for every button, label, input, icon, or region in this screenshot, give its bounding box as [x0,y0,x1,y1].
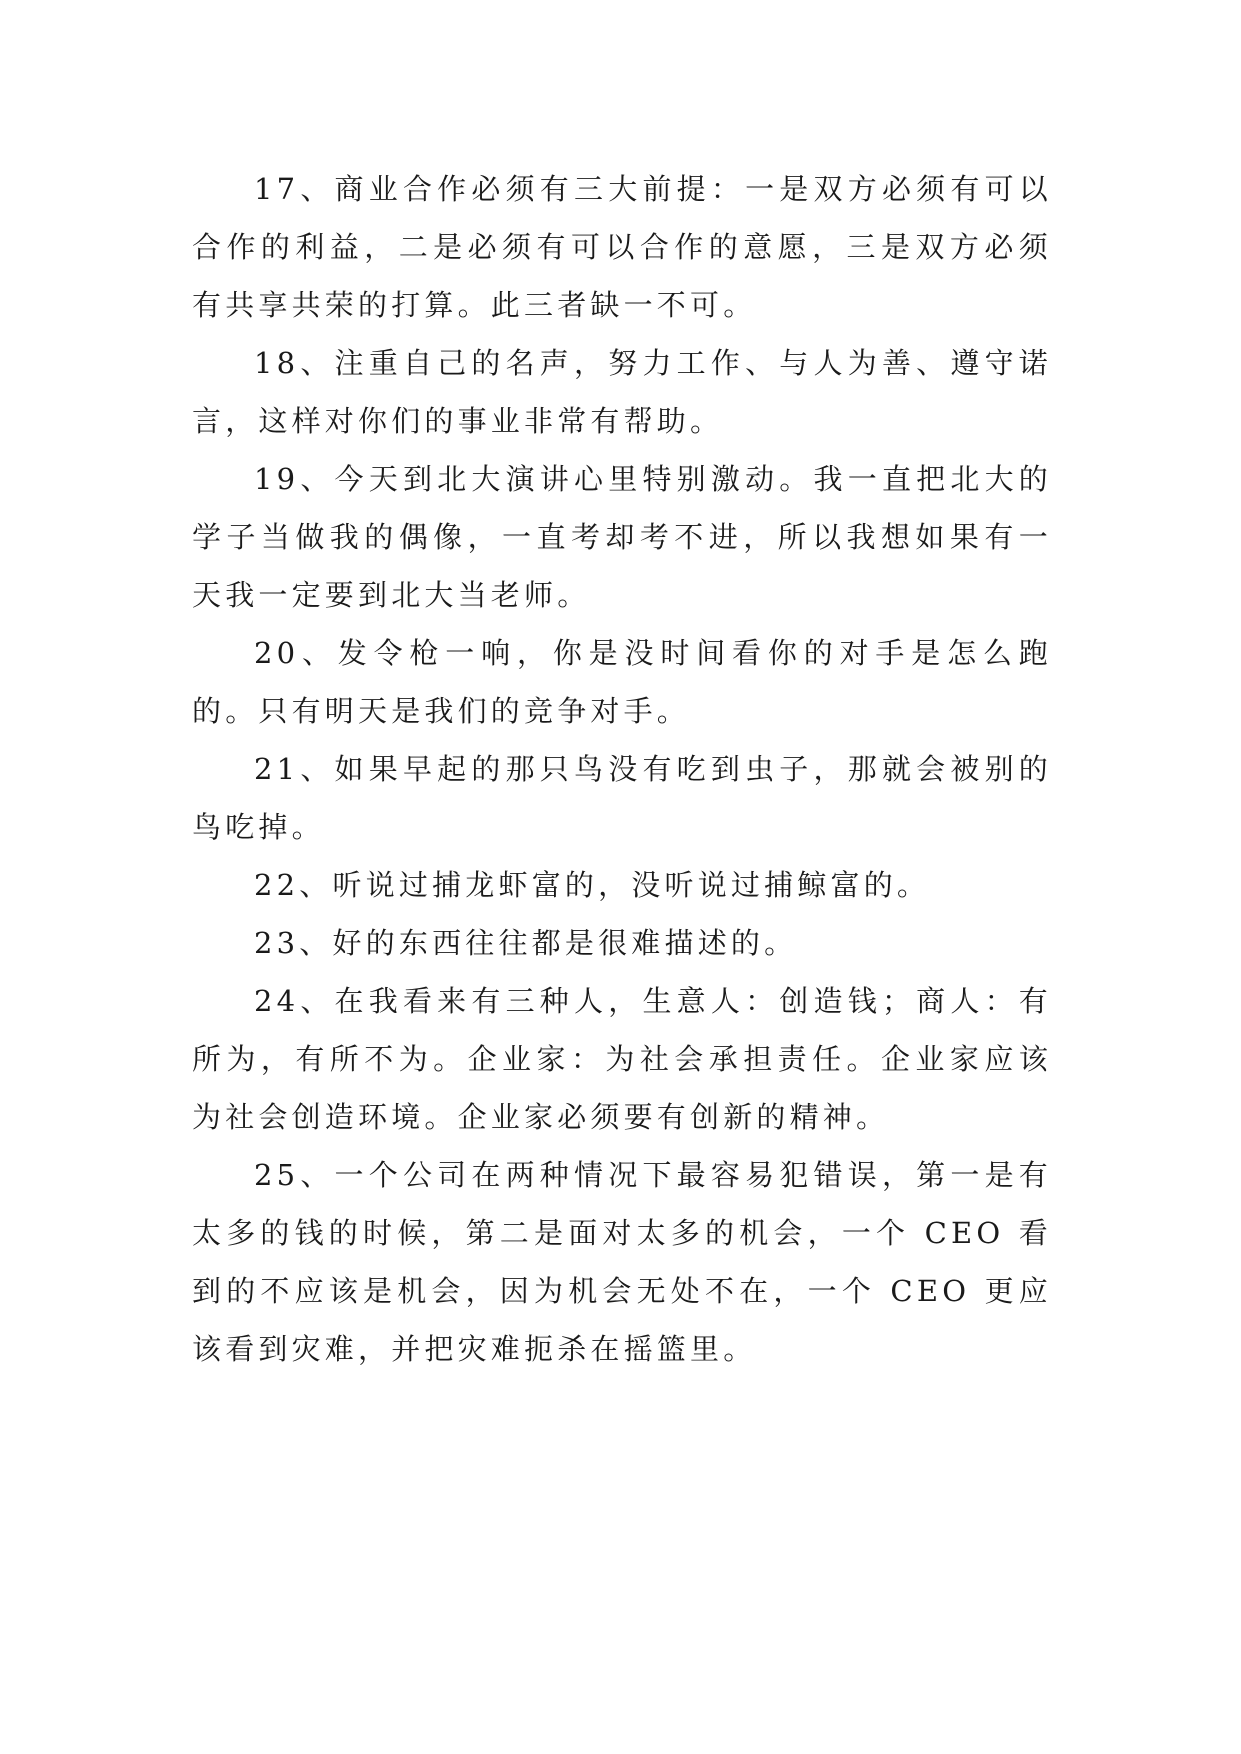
paragraph-17: 17、商业合作必须有三大前提：一是双方必须有可以合作的利益，二是必须有可以合作的意愿，三是双方必须有共享共荣的打算。此三者缺一不可。 [192,172,1052,322]
document-body [192,160,1052,1378]
paragraph-22: 22、听说过捕龙虾富的，没听说过捕鲸富的。 [254,868,931,902]
paragraph-18: 18、注重自己的名声，努力工作、与人为善、遵守诺言，这样对你们的事业非常有帮助。 [192,346,1052,438]
paragraph-21: 21、如果早起的那只鸟没有吃到虫子，那就会被别的鸟吃掉。 [192,752,1052,844]
paragraph-25: 25、一个公司在两种情况下最容易犯错误，第一是有太多的钱的时候，第二是面对太多的机会，一个 CEO 看到的不应该是机会，因为机会无处不在，一个 CEO 更应该看到灾难，并把灾难扼杀在摇篮里。 [192,1158,1052,1366]
paragraph-19: 19、今天到北大演讲心里特别激动。我一直把北大的学子当做我的偶像，一直考却考不进，所以我想如果有一天我一定要到北大当老师。 [192,462,1052,612]
paragraph-20: 20、发令枪一响，你是没时间看你的对手是怎么跑的。只有明天是我们的竞争对手。 [192,636,1052,728]
paragraph-23: 23、好的东西往往都是很难描述的。 [254,926,798,960]
paragraph-24: 24、在我看来有三种人，生意人：创造钱；商人：有所为，有所不为。企业家：为社会承担责任。企业家应该为社会创造环境。企业家必须要有创新的精神。 [192,984,1052,1134]
